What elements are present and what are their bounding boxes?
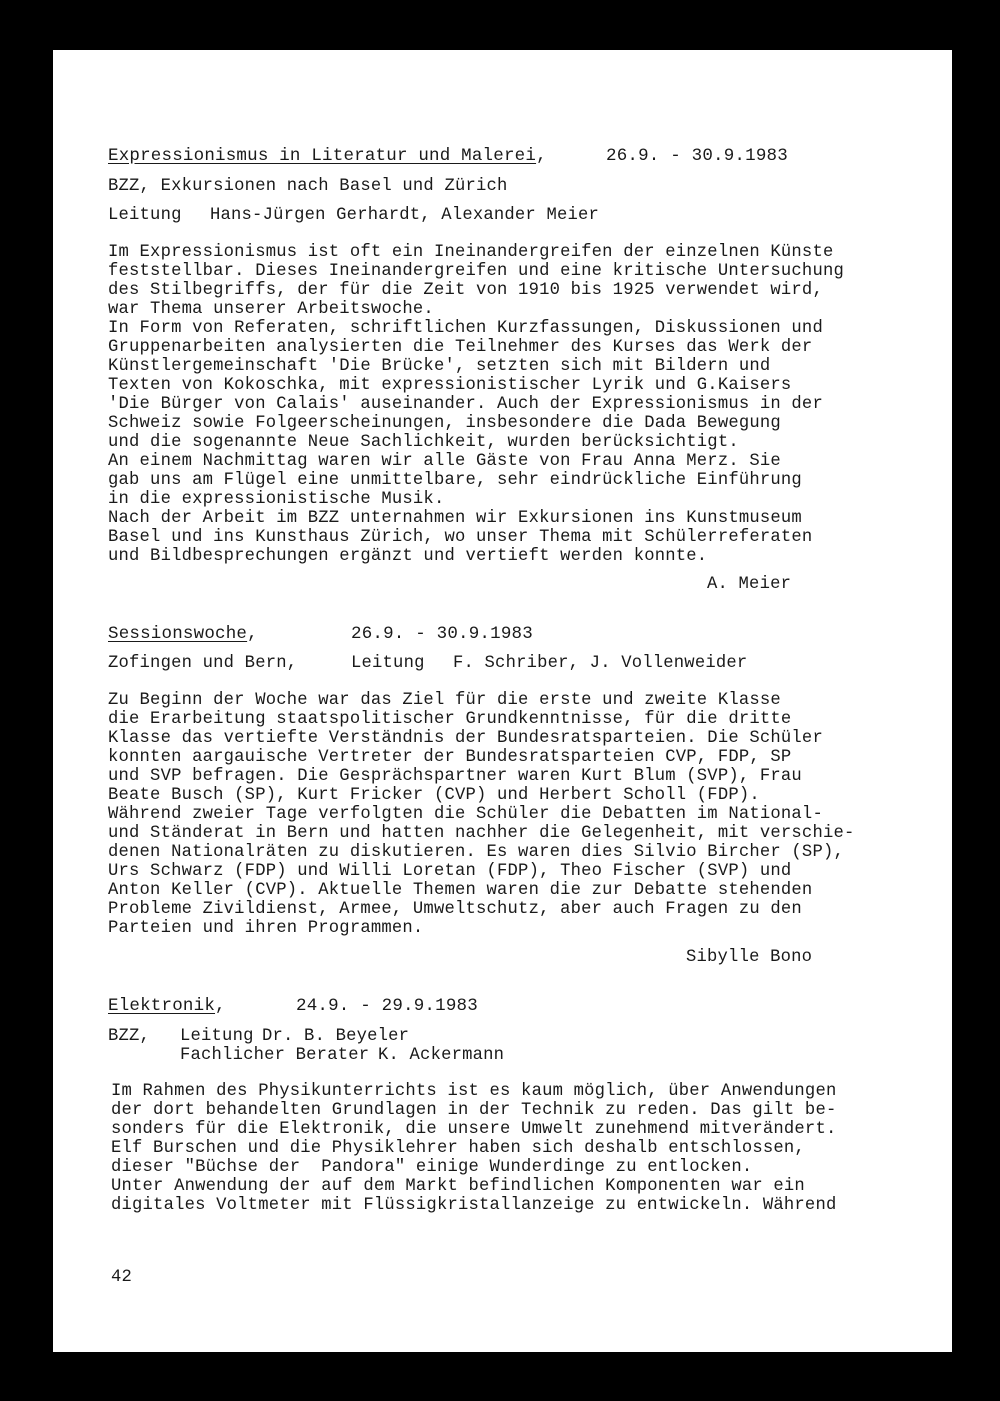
body-line: Elf Burschen und die Physiklehrer haben sich deshalb entschlossen, (111, 1139, 805, 1158)
body-line: dieser "Büchse der Pandora" einige Wunderdinge zu entlocken. (111, 1158, 753, 1177)
body-line: und Bildbesprechungen ergänzt und vertieft werden konnte. (108, 547, 708, 566)
body-line: gab uns am Flügel eine unmittelbare, sehr eindrückliche Einführung (108, 471, 802, 490)
section-title: Expressionismus in Literatur und Malerei (108, 146, 537, 166)
body-line: Unter Anwendung der auf dem Markt befindlichen Komponenten war ein (111, 1177, 805, 1196)
body-line: des Stilbegriffs, der für die Zeit von 1910 bis 1925 verwendet wird, (108, 281, 823, 300)
body-line: war Thema unserer Arbeitswoche. (108, 300, 434, 319)
section-author: Sibylle Bono (686, 948, 813, 967)
body-line: Texten von Kokoschka, mit expressionistischer Lyrik und G.Kaisers (108, 376, 792, 395)
leitung-label: Leitung (108, 206, 182, 225)
body-line: in die expressionistische Musik. (108, 490, 445, 509)
leitung-names: F. Schriber, J. Vollenweider (453, 654, 748, 673)
title-comma: , (536, 146, 547, 166)
body-line: Urs Schwarz (FDP) und Willi Loretan (FDP), Theo Fischer (SVP) und (108, 862, 792, 881)
body-line: Gruppenarbeiten analysierten die Teilnehmer des Kurses das Werk der (108, 338, 813, 357)
body-line: 'Die Bürger von Calais' auseinander. Auch der Expressionismus in der (108, 395, 823, 414)
body-line: Künstlergemeinschaft 'Die Brücke', setzten sich mit Bildern und (108, 357, 771, 376)
body-line: denen Nationalräten zu diskutieren. Es waren dies Silvio Bircher (SP), (108, 843, 844, 862)
section-location: Zofingen und Bern, (108, 654, 298, 673)
section-title-line (108, 625, 258, 644)
body-line: Im Expressionismus ist oft ein Ineinandergreifen der einzelnen Künste (108, 243, 834, 262)
body-line: der dort behandelten Grundlagen in der Technik zu reden. Das gilt be- (111, 1101, 837, 1120)
body-line: die Erarbeitung staatspolitischer Grundkenntnisse, für die dritte (108, 710, 792, 729)
page-number: 42 (111, 1268, 133, 1287)
section-dates: 26.9. - 30.9.1983 (351, 624, 533, 644)
section-dates: 24.9. - 29.9.1983 (296, 996, 478, 1016)
berater-label: Fachlicher Berater (180, 1046, 370, 1065)
berater-name: K. Ackermann (378, 1046, 505, 1065)
body-line: Im Rahmen des Physikunterrichts ist es kaum möglich, über Anwendungen (111, 1082, 837, 1101)
body-line: Während zweier Tage verfolgten die Schüler die Debatten im National- (108, 805, 823, 824)
body-line: und Ständerat in Bern und hatten nachher die Gelegenheit, mit verschie- (108, 824, 855, 843)
body-line: Parteien und ihren Programmen. (108, 919, 424, 938)
body-line: und SVP befragen. Die Gesprächspartner waren Kurt Blum (SVP), Frau (108, 767, 802, 786)
body-line: digitales Voltmeter mit Flüssigkristallanzeige zu entwickeln. Während (111, 1196, 837, 1215)
leitung-label: Leitung (180, 1027, 254, 1046)
body-line: feststellbar. Dieses Ineinandergreifen und eine kritische Untersuchung (108, 262, 844, 281)
body-line: Anton Keller (CVP). Aktuelle Themen waren die zur Debatte stehenden (108, 881, 813, 900)
body-line: Nach der Arbeit im BZZ unternahmen wir Exkursionen ins Kunstmuseum (108, 509, 802, 528)
leitung-names: Dr. B. Beyeler (262, 1027, 410, 1046)
section-title: Sessionswoche (108, 624, 248, 644)
leitung-names: Hans-Jürgen Gerhardt, Alexander Meier (210, 206, 600, 225)
section-title: Elektronik (108, 996, 216, 1016)
body-line: In Form von Referaten, schriftlichen Kurzfassungen, Diskussionen und (108, 319, 823, 338)
body-line: Basel und ins Kunsthaus Zürich, wo unser Thema mit Schülerreferaten (108, 528, 813, 547)
body-line: sonders für die Elektronik, die unsere Umwelt zunehmend mitverändert. (111, 1120, 837, 1139)
body-line: Beate Busch (SP), Kurt Fricker (CVP) und Herbert Scholl (FDP). (108, 786, 760, 805)
title-comma: , (247, 624, 258, 644)
leitung-label: Leitung (351, 654, 425, 673)
section-title-line (108, 147, 547, 166)
body-line: konnten aargauische Vertreter der Bundesratsparteien CVP, FDP, SP (108, 748, 792, 767)
section-title-line (108, 997, 226, 1016)
section-location: BZZ, (108, 1027, 151, 1046)
section-dates: 26.9. - 30.9.1983 (606, 146, 788, 166)
body-line: und die sogenannte Neue Sachlichkeit, wurden berücksichtigt. (108, 433, 739, 452)
document-page (53, 50, 952, 1352)
title-comma: , (215, 996, 226, 1016)
body-line: Probleme Zivildienst, Armee, Umweltschutz, aber auch Fragen zu den (108, 900, 802, 919)
body-line: An einem Nachmittag waren wir alle Gäste von Frau Anna Merz. Sie (108, 452, 781, 471)
body-line: Klasse das vertiefte Verständnis der Bundesratsparteien. Die Schüler (108, 729, 823, 748)
section-author: A. Meier (707, 575, 792, 594)
section-location: BZZ, Exkursionen nach Basel und Zürich (108, 177, 508, 196)
body-line: Schweiz sowie Folgeerscheinungen, insbesondere die Dada Bewegung (108, 414, 781, 433)
body-line: Zu Beginn der Woche war das Ziel für die erste und zweite Klasse (108, 691, 781, 710)
